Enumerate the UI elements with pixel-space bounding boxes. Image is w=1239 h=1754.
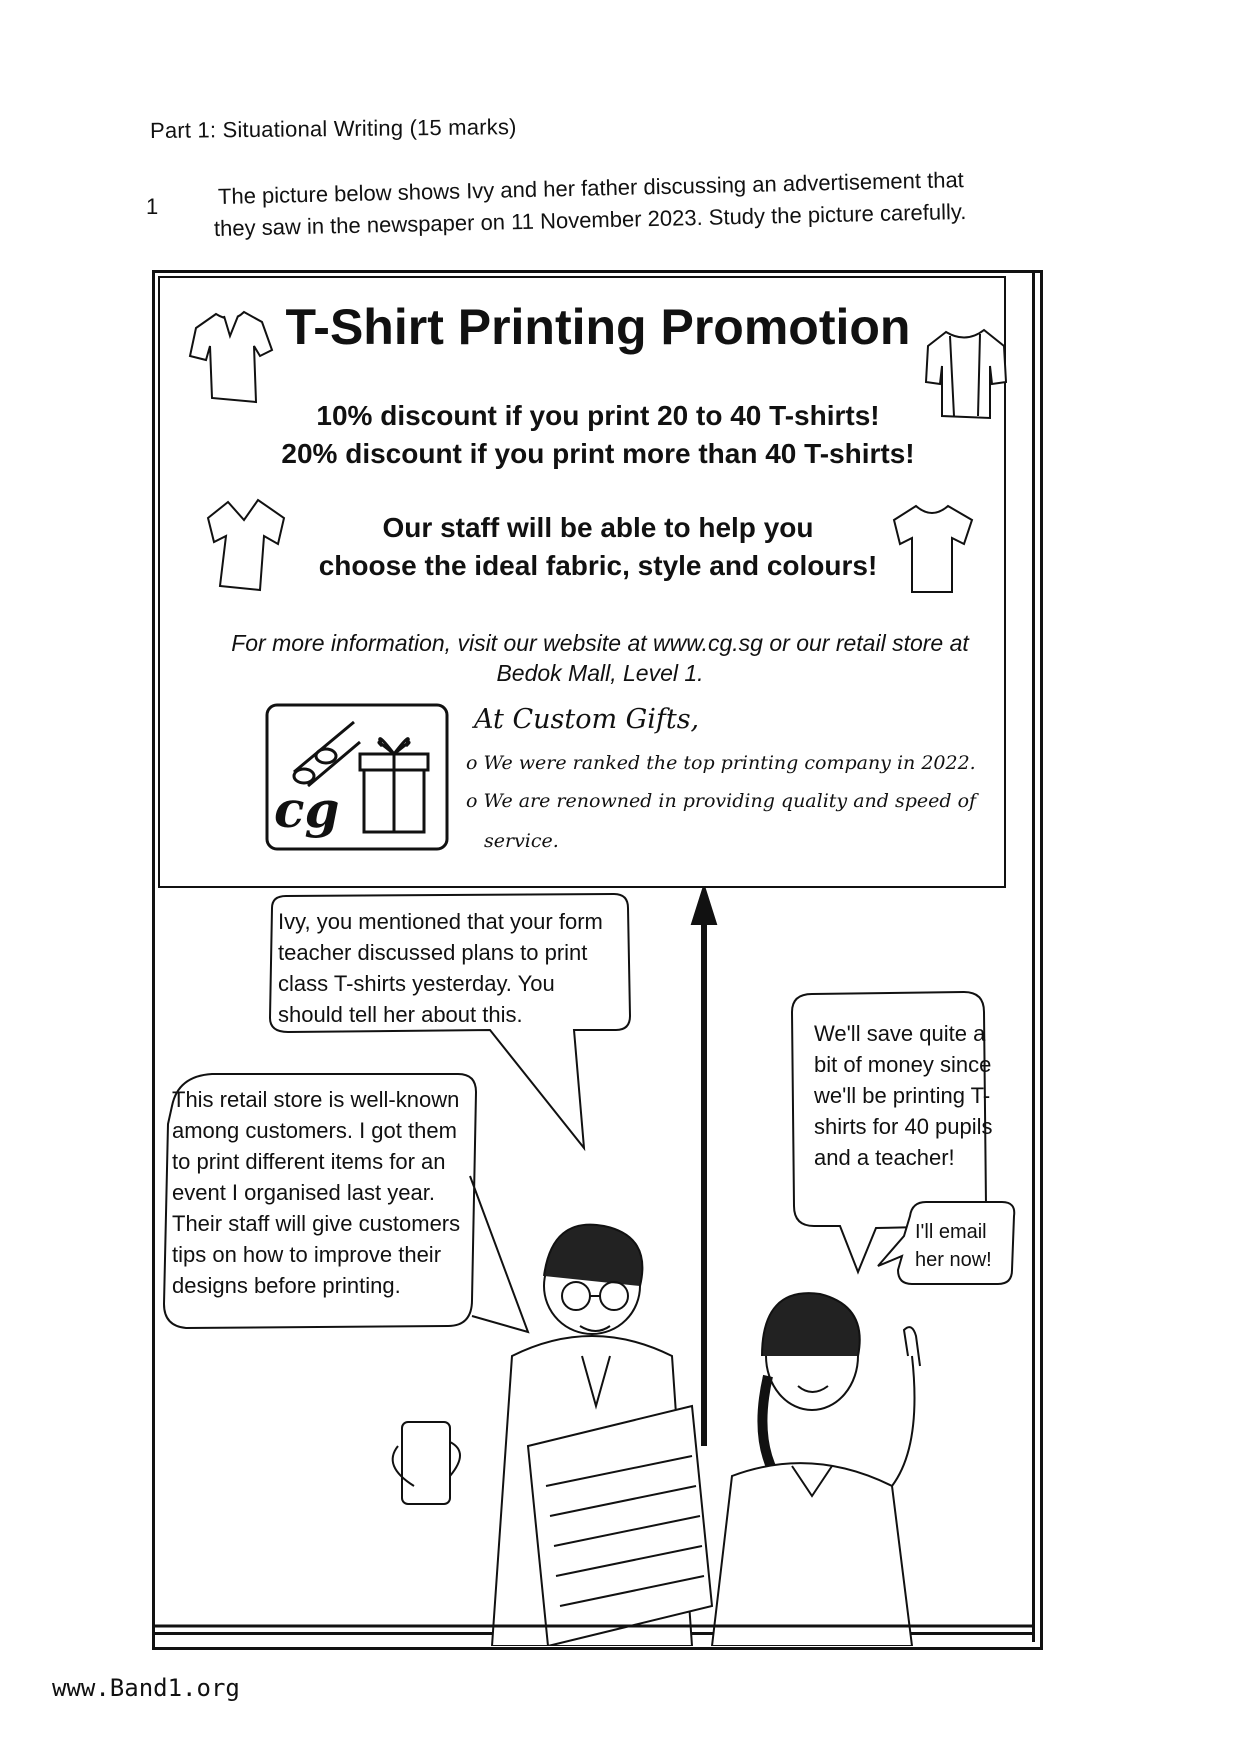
discount-line-1: 10% discount if you print 20 to 40 T-shirts! — [316, 400, 880, 431]
jersey-shirt-icon — [920, 322, 1010, 422]
ivy-speech-2: I'll email her now! — [915, 1221, 992, 1271]
info-line-1: For more information, visit our website at www.cg.sg or our retail store at — [231, 630, 969, 656]
vneck-shirt-icon — [200, 494, 290, 594]
question-number: 1 — [146, 194, 159, 219]
question-text-line-2: they saw in the newspaper on 11 November 2023. Study the picture carefully. — [213, 198, 967, 241]
ivy-speech-1: We'll save quite a bit of money since we'll be printing T-shirts for 40 pupils and a teacher! — [814, 1021, 993, 1170]
company-bullet-2: o We are renowned in providing quality and speed of — [466, 790, 977, 812]
frame-edge — [1032, 272, 1035, 1642]
advert-title: T-Shirt Printing Promotion — [285, 299, 911, 355]
father-speech-2: This retail store is well-known among customers. I got them to print different items for an event I organised last year. Their staff will give customers tips on how to improve their designs before printing. — [172, 1087, 461, 1298]
custom-gifts-logo — [264, 702, 450, 852]
father-speech-1: Ivy, you mentioned that your form teacher discussed plans to print class T-shirts yesterday. You should tell her about this. — [278, 909, 603, 1027]
company-bullet-1: o We were ranked the top printing company in 2022. — [466, 752, 976, 774]
logo-text: cg — [274, 780, 340, 839]
company-heading: At Custom Gifts, — [474, 704, 700, 735]
footer-website: www.Band1.org — [52, 1674, 240, 1702]
company-bullet-2-continued: service. — [484, 830, 559, 852]
staff-line-2: choose the ideal fabric, style and colours! — [318, 550, 878, 581]
newspaper — [528, 1406, 712, 1646]
info-line-2: Bedok Mall, Level 1. — [496, 660, 704, 686]
question-text-line-1: The picture below shows Ivy and her father discussing an advertisement that — [217, 167, 965, 209]
ivy-figure — [712, 1293, 920, 1646]
polo-shirt-icon — [186, 306, 276, 406]
staff-line-1: Our staff will be able to help you — [382, 512, 814, 543]
part-heading: Part 1: Situational Writing (15 marks) — [149, 114, 517, 143]
tshirt-icon — [886, 498, 976, 598]
discount-line-2: 20% discount if you print more than 40 T-shirts! — [281, 438, 915, 469]
